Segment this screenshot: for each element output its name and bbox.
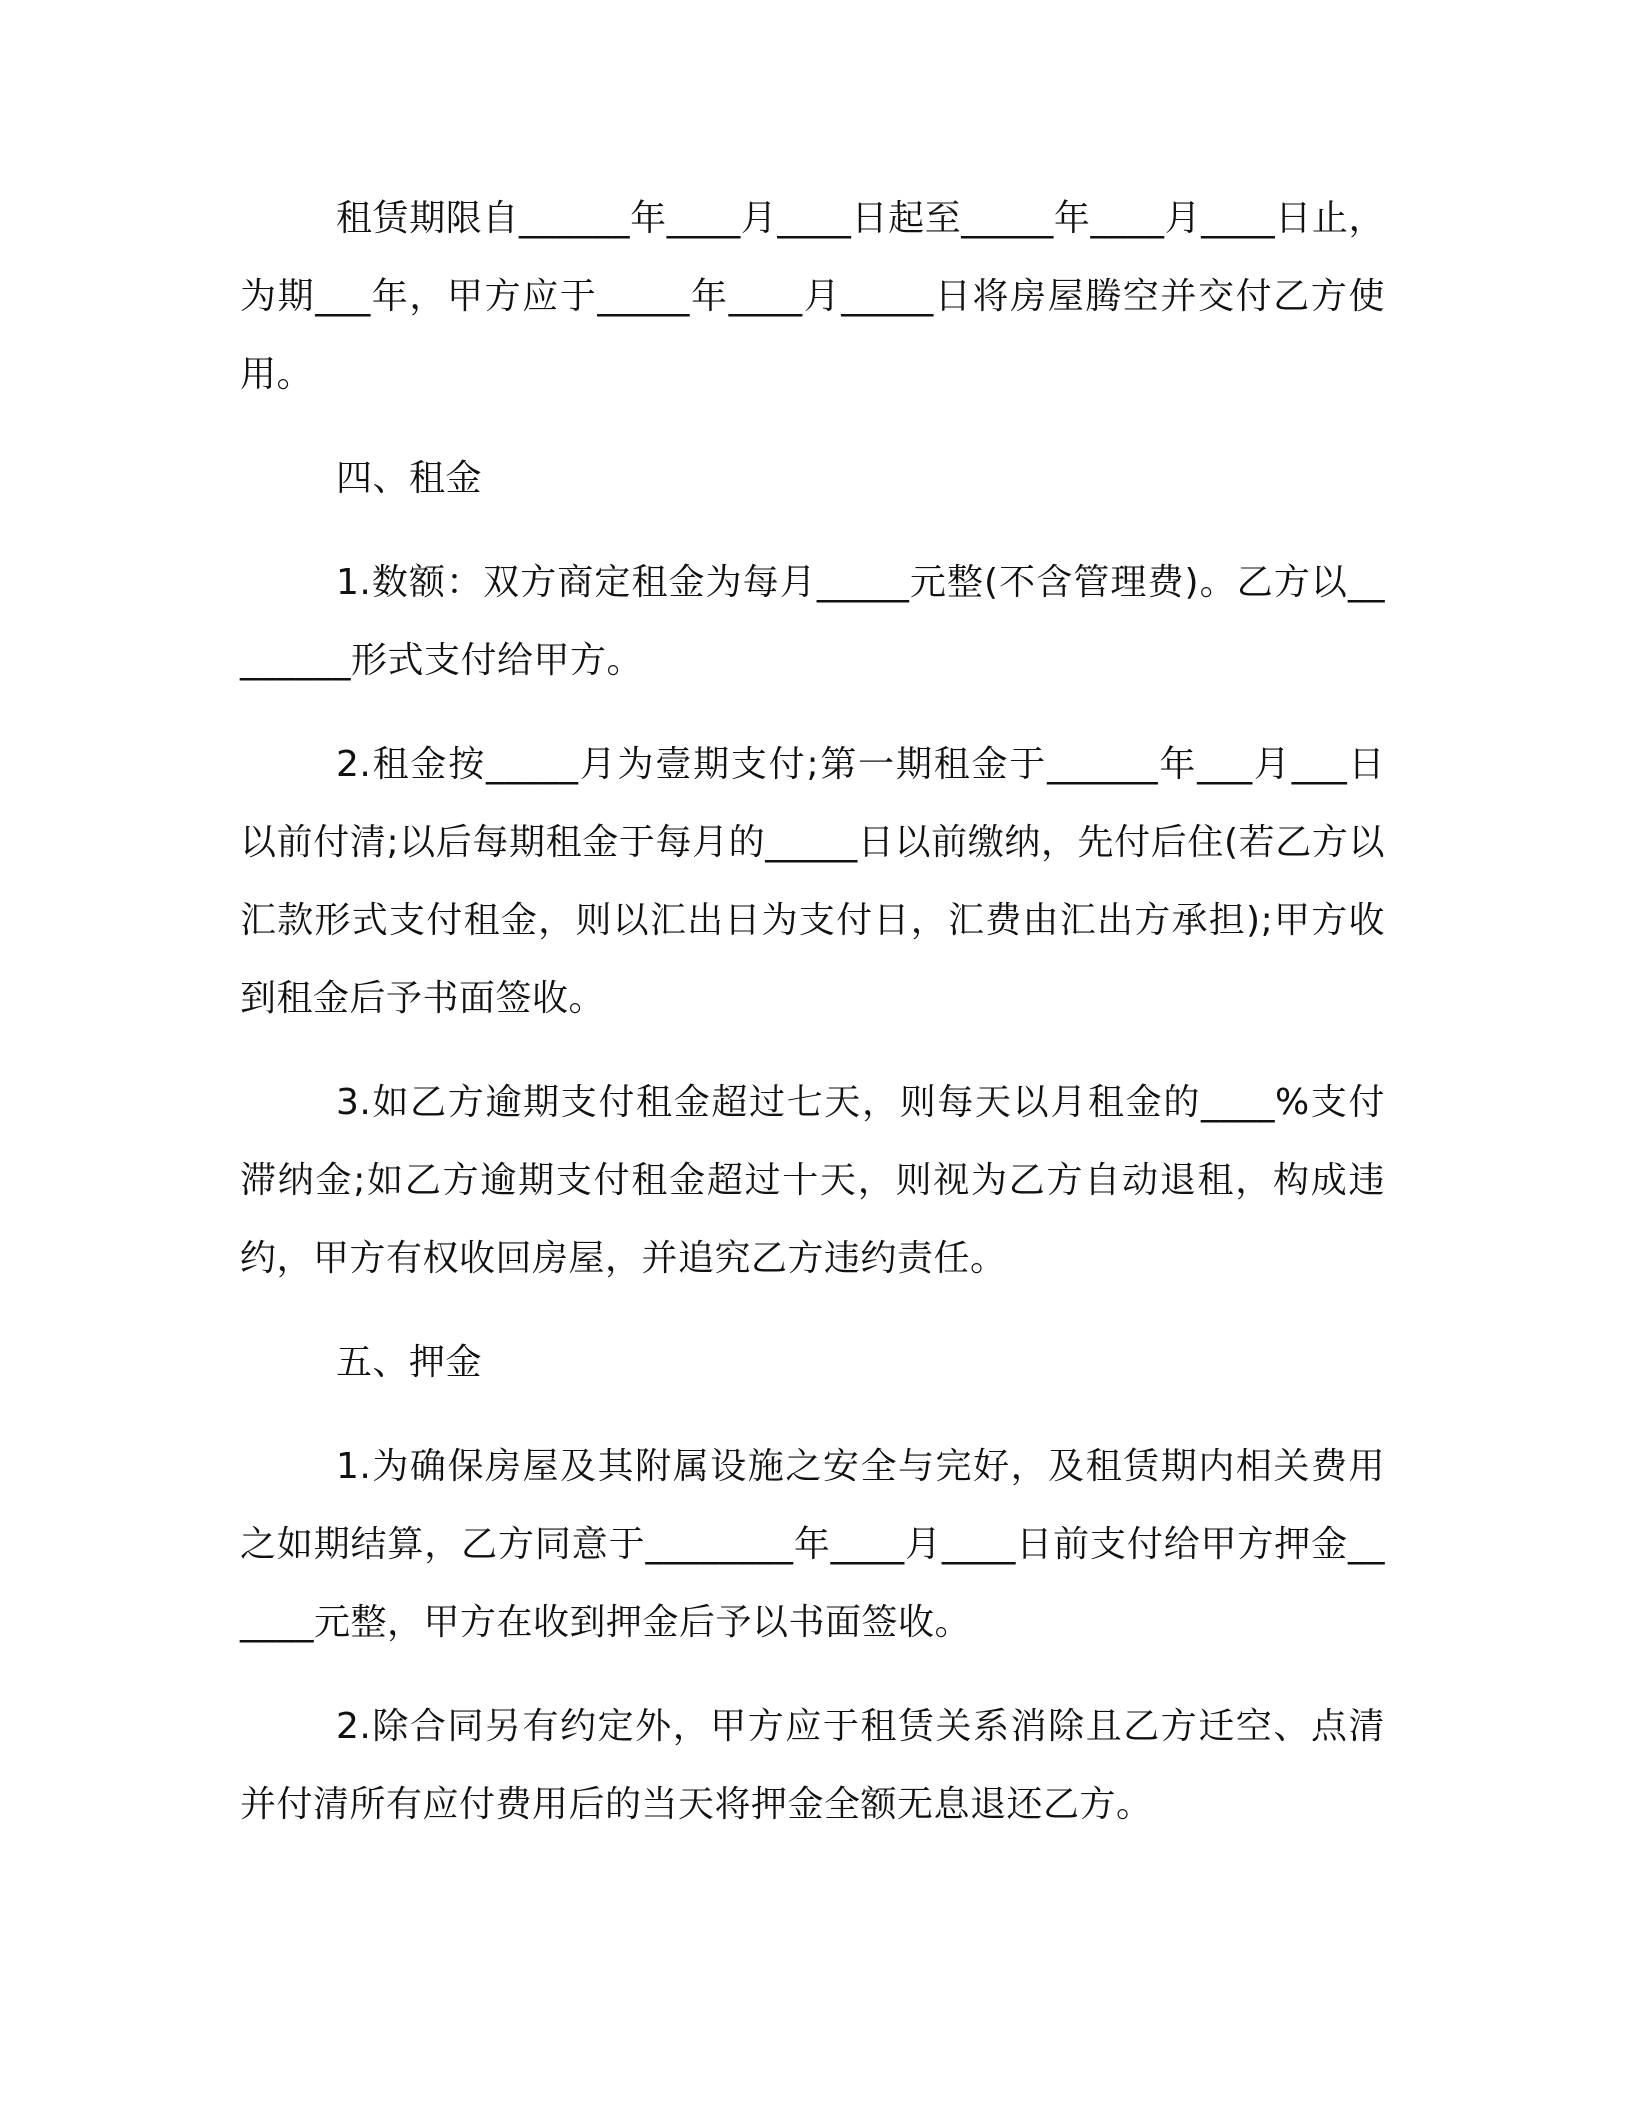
lease-term-paragraph: 租赁期限自______年____月____日起至_____年____月____日止，为期___年，甲方应于_____年____月_____日将房屋腾空并交付乙方使用。 (240, 198, 1385, 395)
document-body (240, 180, 1385, 1870)
deposit-payment-paragraph: 1.为确保房屋及其附属设施之安全与完好，及租赁期内相关费用之如期结算，乙方同意于________年____月____日前支付给甲方押金______元整，甲方在收到押金后予以书面签收。 (240, 1446, 1385, 1643)
rent-payment-paragraph: 2.租金按_____月为壹期支付;第一期租金于______年___月___日以前付清;以后每期租金于每月的_____日以前缴纳，先付后住(若乙方以汇款形式支付租金，则以汇出日为支付日，汇费由汇出方承担);甲方收到租金后予书面签收。 (240, 744, 1385, 1019)
rent-amount-paragraph: 1.数额：双方商定租金为每月_____元整(不含管理费)。乙方以________形式支付给甲方。 (240, 562, 1385, 681)
deposit-refund-paragraph: 2.除合同另有约定外，甲方应于租赁关系消除且乙方迁空、点清并付清所有应付费用后的当天将押金全额无息退还乙方。 (240, 1706, 1385, 1825)
late-payment-paragraph: 3.如乙方逾期支付租金超过七天，则每天以月租金的____%支付滞纳金;如乙方逾期支付租金超过十天，则视为乙方自动退租，构成违约，甲方有权收回房屋，并追究乙方违约责任。 (240, 1082, 1385, 1279)
section-heading-rent: 四、租金 (336, 458, 483, 499)
section-heading-deposit: 五、押金 (336, 1342, 483, 1383)
